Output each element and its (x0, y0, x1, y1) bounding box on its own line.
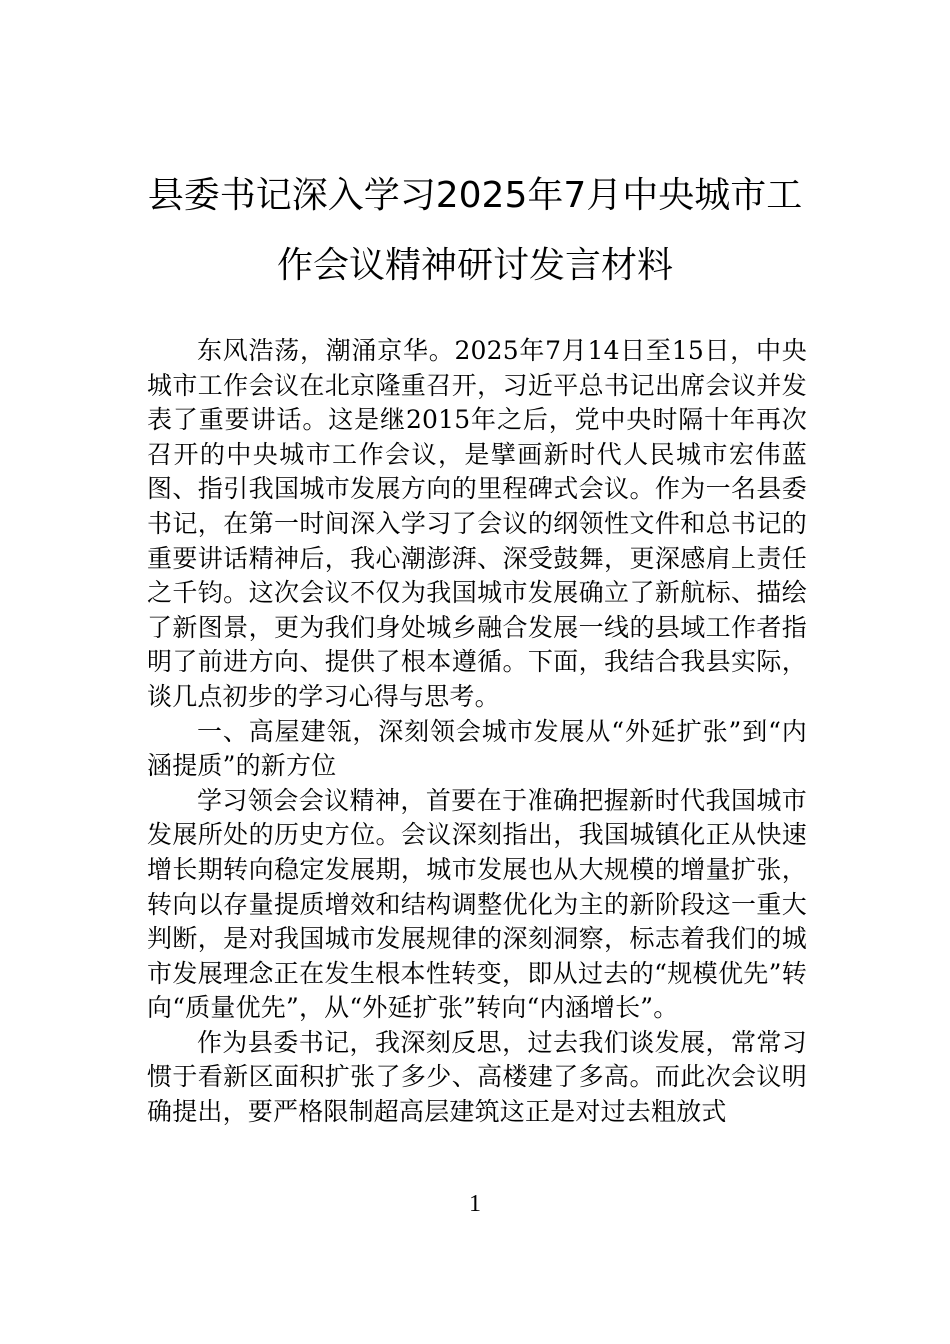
paragraph-section-1-b: 作为县委书记，我深刻反思，过去我们谈发展，常常习惯于看新区面积扩张了多少、高楼建了多高。而此次会议明确提出，要严格限制超高层建筑这正是对过去粗放式 (147, 1027, 807, 1127)
section-heading-1: 一、高屋建瓴，深刻领会城市发展从“外延扩张”到“内涵提质”的新方位 (147, 716, 807, 781)
document-title-line-1: 县委书记深入学习2025年7月中央城市工 (147, 175, 803, 216)
paragraph-section-1-a: 学习领会会议精神，首要在于准确把握新时代我国城市发展所处的历史方位。会议深刻指出，我国城镇化正从快速增长期转向稳定发展期，城市发展也从大规模的增量扩张，转向以存量提质增效和结构调整优化为主的新阶段这一重大判断，是对我国城市发展规律的深刻洞察，标志着我们的城市发展理念正在发生根本性转变，即从过去的“规模优先”转向“质量优先”，从“外延扩张”转向“内涵增长”。 (147, 785, 807, 1023)
document-title-line-2: 作会议精神研讨发言材料 (276, 245, 673, 286)
page-number: 1 (469, 1191, 481, 1217)
paragraph-intro: 东风浩荡，潮涌京华。2025年7月14日至15日，中央城市工作会议在北京隆重召开，习近平总书记出席会议并发表了重要讲话。这是继2015年之后，党中央时隔十年再次召开的中央城市工作会议，是擘画新时代人民城市宏伟蓝图、指引我国城市发展方向的里程碑式会议。作为一名县委书记，在第一时间深入学习了会议的纲领性文件和总书记的重要讲话精神后，我心潮澎湃、深受鼓舞，更深感肩上责任之千钧。这次会议不仅为我国城市发展确立了新航标、描绘了新图景，更为我们身处城乡融合发展一线的县域工作者指明了前进方向、提供了根本遵循。下面，我结合我县实际，谈几点初步的学习心得与思考。 (147, 336, 807, 711)
document-body (147, 334, 807, 1130)
